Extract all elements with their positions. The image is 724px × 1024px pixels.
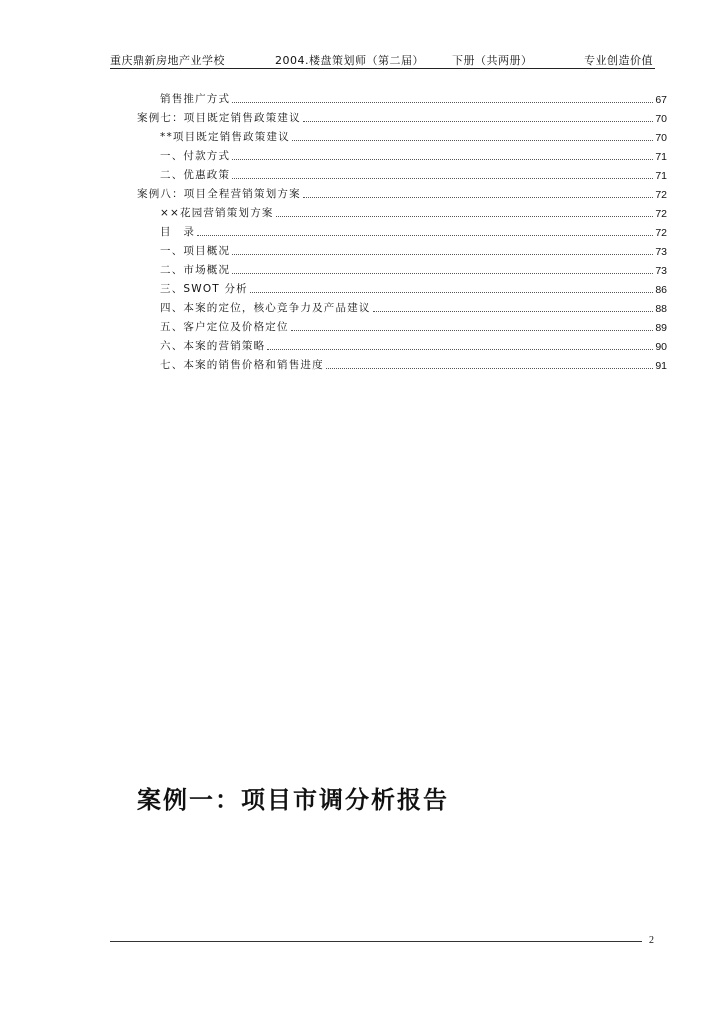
toc-entry[interactable]	[160, 335, 667, 353]
toc-entry-page: 72	[655, 208, 667, 220]
toc-leader-dots	[232, 178, 653, 179]
footer-divider	[110, 941, 642, 942]
toc-entry-page: 91	[655, 360, 667, 372]
toc-entry-label: 七、本案的销售价格和销售进度	[160, 359, 324, 371]
header-divider	[110, 68, 655, 69]
toc-entry-label: 案例八：项目全程营销策划方案	[137, 188, 301, 200]
toc-leader-dots	[291, 330, 654, 331]
header-school: 重庆鼎新房地产业学校	[110, 54, 225, 67]
toc-leader-dots	[326, 368, 654, 369]
toc-entry-label: 四、本案的定位，核心竞争力及产品建议	[160, 302, 371, 314]
toc-leader-dots	[303, 121, 654, 122]
toc-entry[interactable]	[160, 278, 667, 296]
toc-entry-page: 73	[655, 246, 667, 258]
toc-entry[interactable]	[160, 126, 667, 144]
toc-leader-dots	[250, 292, 653, 293]
toc-entry-page: 67	[655, 94, 667, 106]
toc-entry[interactable]	[137, 107, 667, 125]
toc-entry-page: 73	[655, 265, 667, 277]
toc-entry[interactable]	[160, 88, 667, 106]
toc-entry-page: 89	[655, 322, 667, 334]
toc-entry-page: 70	[655, 113, 667, 125]
toc-entry[interactable]	[160, 259, 667, 277]
toc-entry-label: ××花园营销策划方案	[160, 207, 274, 219]
toc-leader-dots	[276, 216, 654, 217]
toc-entry-label: 目 录	[160, 226, 196, 238]
page-header	[110, 52, 655, 68]
toc-entry-label: 一、付款方式	[160, 150, 231, 162]
toc-entry-label: 二、市场概况	[160, 264, 231, 276]
toc-entry[interactable]	[160, 202, 667, 220]
toc-entry[interactable]	[160, 145, 667, 163]
page-number: 2	[649, 935, 654, 946]
toc-entry-label: 三、SWOT 分析	[160, 283, 248, 295]
toc-entry-page: 72	[655, 227, 667, 239]
toc-leader-dots	[232, 159, 653, 160]
toc-leader-dots	[232, 254, 653, 255]
case-title: 案例一：项目市调分析报告	[137, 786, 449, 814]
header-volume: 下册（共两册）	[452, 54, 533, 67]
toc-leader-dots	[232, 273, 653, 274]
toc-entry-label: 二、优惠政策	[160, 169, 231, 181]
toc-leader-dots	[303, 197, 654, 198]
toc-entry-page: 72	[655, 189, 667, 201]
header-course: 2004.楼盘策划师（第二届）	[275, 54, 424, 67]
toc-entry[interactable]	[160, 316, 667, 334]
toc-entry-page: 86	[655, 284, 667, 296]
toc-entry-label: 六、本案的营销策略	[160, 340, 266, 352]
toc-entry-page: 71	[655, 170, 667, 182]
toc-entry-page: 88	[655, 303, 667, 315]
toc-entry[interactable]	[160, 221, 667, 239]
toc-leader-dots	[197, 235, 653, 236]
toc-entry[interactable]	[160, 240, 667, 258]
header-slogan: 专业创造价值	[584, 54, 653, 67]
toc-entry[interactable]	[137, 183, 667, 201]
toc-entry-label: 一、项目概况	[160, 245, 231, 257]
toc-entry[interactable]	[160, 354, 667, 372]
toc-entry-label: **项目既定销售政策建议	[160, 131, 290, 143]
toc-leader-dots	[232, 102, 653, 103]
toc-entry-label: 五、客户定位及价格定位	[160, 321, 289, 333]
toc-leader-dots	[292, 140, 653, 141]
toc-entry-page: 70	[655, 132, 667, 144]
toc-entry-page: 90	[655, 341, 667, 353]
toc-leader-dots	[267, 349, 653, 350]
toc-entry-label: 案例七：项目既定销售政策建议	[137, 112, 301, 124]
toc-entry[interactable]	[160, 164, 667, 182]
toc-entry-page: 71	[655, 151, 667, 163]
toc-entry[interactable]	[160, 297, 667, 315]
toc-entry-label: 销售推广方式	[160, 93, 231, 105]
toc-leader-dots	[373, 311, 654, 312]
